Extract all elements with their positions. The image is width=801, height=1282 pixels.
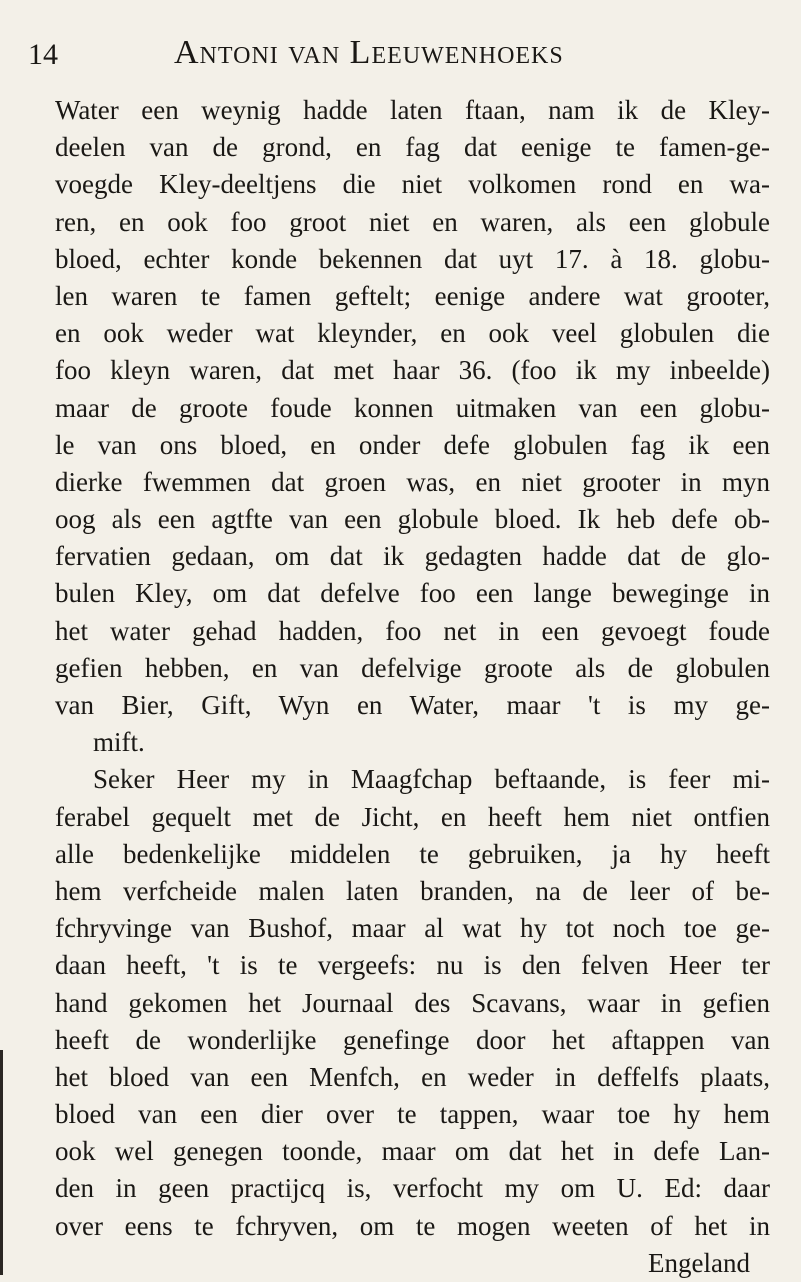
text-line: mift. xyxy=(93,727,145,758)
page-header xyxy=(28,34,788,78)
text-line: het water gehad hadden, foo net in een gevoegt foude xyxy=(55,615,770,646)
text-line: daan heeft, 't is te vergeefs: nu is den felven Heer ter xyxy=(55,950,770,981)
text-line: heeft de wonderlijke genefinge door het aftappen van xyxy=(55,1024,770,1055)
page-edge-shadow xyxy=(0,1050,3,1275)
text-line: gefien hebben, en van defelvige groote als de globulen xyxy=(55,652,770,683)
text-line: en ook weder wat kleynder, en ook veel globulen die xyxy=(55,318,770,349)
text-line: fchryvinge van Bushof, maar al wat hy tot noch toe ge- xyxy=(55,913,770,944)
text-line: Seker Heer my in Maagfchap beftaande, is feer mi- xyxy=(93,764,770,795)
text-line: ren, en ook foo groot niet en waren, als een globule xyxy=(55,206,770,237)
text-line: deelen van de grond, en fag dat eenige te famen-ge- xyxy=(55,132,770,163)
text-line: oog als een agtfte van een globule bloed. Ik heb defe ob- xyxy=(55,504,770,535)
text-line: den in geen practijcq is, verfocht my om U. Ed: daar xyxy=(55,1173,770,1204)
text-line: van Bier, Gift, Wyn en Water, maar 't is my ge- xyxy=(55,690,770,720)
text-line: len waren te famen geftelt; eenige andere wat grooter, xyxy=(55,280,770,311)
text-line: hand gekomen het Journaal des Scavans, waar in gefien xyxy=(55,987,770,1018)
text-line: Water een weynig hadde laten ftaan, nam ik de Kley- xyxy=(55,95,770,125)
running-head: Antoni van Leeuwenhoeks xyxy=(174,34,564,71)
body-text xyxy=(55,92,770,1282)
text-line: alle bedenkelijke middelen te gebruiken, ja hy heeft xyxy=(55,838,770,869)
catchword: Engeland xyxy=(648,1247,750,1278)
text-line: over eens te fchryven, om te mogen weeten of het in xyxy=(55,1210,770,1241)
text-line: fervatien gedaan, om dat ik gedagten hadde dat de glo- xyxy=(55,541,770,572)
text-line: foo kleyn waren, dat met haar 36. (foo ik my inbeelde) xyxy=(55,355,770,386)
text-line: ook wel genegen toonde, maar om dat het in defe Lan- xyxy=(55,1136,770,1167)
text-line: bloed van een dier over te tappen, waar toe hy hem xyxy=(55,1099,770,1130)
text-line: dierke fwemmen dat groen was, en niet grooter in myn xyxy=(55,466,770,497)
text-line: bulen Kley, om dat defelve foo een lange beweginge in xyxy=(55,578,770,609)
text-line: ferabel gequelt met de Jicht, en heeft hem niet ontfien xyxy=(55,801,770,832)
text-line: bloed, echter konde bekennen dat uyt 17. à 18. globu- xyxy=(55,243,770,274)
text-line: le van ons bloed, en onder defe globulen fag ik een xyxy=(55,429,770,460)
text-line: voegde Kley-deeltjens die niet volkomen rond en wa- xyxy=(55,169,770,200)
text-line: maar de groote foude konnen uitmaken van een globu- xyxy=(55,392,770,423)
page-number: 14 xyxy=(28,38,58,71)
text-line: het bloed van een Menfch, en weder in deffelfs plaats, xyxy=(55,1061,770,1092)
text-line: hem verfcheide malen laten branden, na de leer of be- xyxy=(55,875,770,906)
